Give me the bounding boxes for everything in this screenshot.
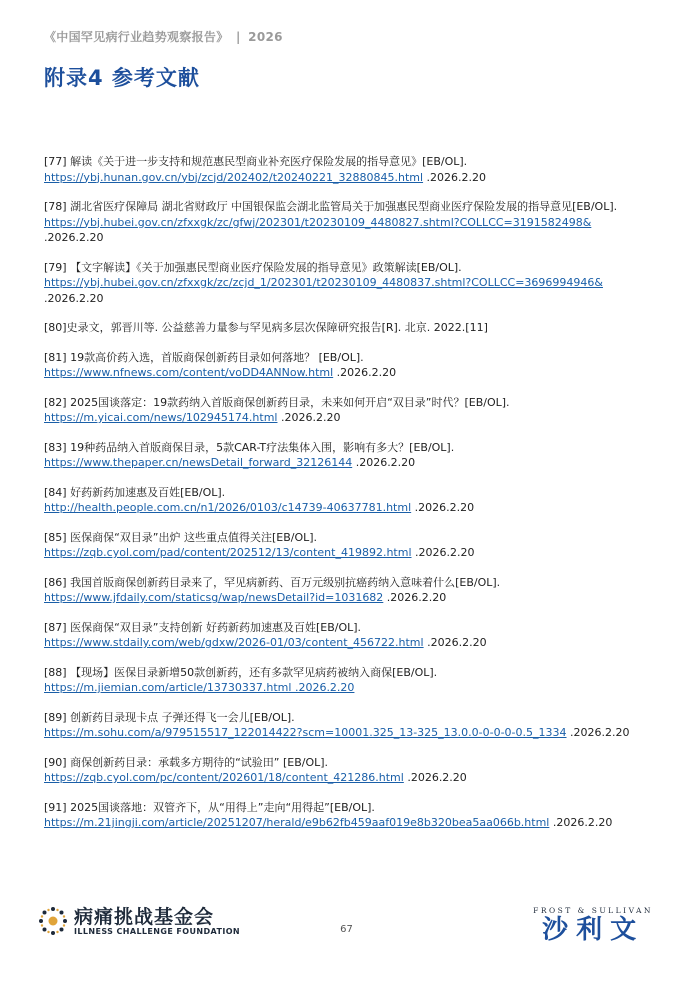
reference-link[interactable]: https://m.21jingji.com/article/20251207/herald/e9b62fb459aaf019e8b320bea5aa066b.html	[44, 816, 550, 829]
reference-item	[44, 575, 644, 606]
access-date: .2026.2.20	[549, 816, 613, 829]
reference-text: [81] 19款高价药入选，首版商保创新药目录如何落地？ [EB/OL].	[44, 350, 364, 364]
reference-link[interactable]: https://m.yicai.com/news/102945174.html	[44, 411, 278, 424]
partner-name-en: FROST & SULLIVAN	[533, 906, 653, 915]
reference-text: [89] 创新药目录现卡点 子弹还得飞一会儿[EB/OL].	[44, 710, 295, 724]
reference-item	[44, 350, 644, 381]
reference-link[interactable]: https://m.sohu.com/a/979515517_122014422?scm=10001.325_13-325_13.0.0-0-0-0-0.5_1334	[44, 726, 567, 739]
reference-link[interactable]: http://health.people.com.cn/n1/2026/0103/c14739-40637781.html	[44, 501, 412, 514]
reference-link[interactable]: https://www.jfdaily.com/staticsg/wap/newsDetail?id=1031682	[44, 591, 384, 604]
reference-text: [90] 商保创新药目录：承载多方期待的“试验田” [EB/OL].	[44, 755, 329, 769]
access-date: .2026.2.20	[44, 291, 104, 305]
reference-text: [87] 医保商保“双目录”支持创新 好药新药加速惠及百姓[EB/OL].	[44, 620, 362, 634]
access-date: .2026.2.20	[277, 411, 341, 424]
reference-text: [88] 【现场】医保目录新增50款创新药，还有多款罕见病药被纳入商保[EB/OL].	[44, 665, 438, 679]
reference-item	[44, 320, 644, 336]
reference-link[interactable]: https://zqb.cyol.com/pad/content/202512/13/content_419892.html	[44, 546, 412, 559]
reference-text: [84] 好药新药加速惠及百姓[EB/OL].	[44, 485, 226, 499]
reference-item	[44, 710, 644, 741]
page-number: 67	[340, 924, 353, 935]
access-date: .2026.2.20	[411, 501, 475, 514]
access-date: .2026.2.20	[333, 366, 397, 379]
reference-link[interactable]: https://ybj.hubei.gov.cn/zfxxgk/zc/zcjd_1/202301/t20230109_4480837.shtml?COLLCC=3696994946&	[44, 276, 603, 289]
reference-text: [77] 解读《关于进一步支持和规范惠民型商业补充医疗保险发展的指导意见》[EB/OL].	[44, 155, 468, 168]
reference-text: [78] 湖北省医疗保障局 湖北省财政厅 中国银保监会湖北监管局关于加强惠民型商业医疗保险发展的指导意见[EB/OL].	[44, 200, 618, 213]
reference-item	[44, 665, 644, 696]
access-date: .2026.2.20	[411, 546, 475, 559]
reference-link[interactable]: https://ybj.hunan.gov.cn/ybj/zcjd/202402/t20240221_32880845.html	[44, 170, 424, 184]
running-header	[44, 28, 283, 45]
partner-name-cn: 沙利文	[542, 915, 645, 945]
reference-link[interactable]: https://zqb.cyol.com/pc/content/202601/18/content_421286.html	[44, 771, 404, 784]
reference-item	[44, 154, 644, 185]
reference-link[interactable]: https://www.thepaper.cn/newsDetail_forward_32126144	[44, 456, 353, 469]
reference-link[interactable]: https://ybj.hubei.gov.cn/zfxxgk/zc/gfwj/202301/t20230109_4480827.shtml?COLLCC=3191582498&	[44, 215, 592, 229]
access-date: .2026.2.20	[44, 231, 104, 244]
report-year: 2026	[248, 30, 283, 44]
report-title: 《中国罕见病行业趋势观察报告》	[44, 30, 229, 44]
access-date: .2026.2.20	[352, 456, 416, 469]
reference-item	[44, 800, 644, 831]
reference-text: [80]史录文，郭晋川等. 公益慈善力量参与罕见病多层次保障研究报告[R]. 北京. 2022.[11]	[44, 321, 488, 334]
reference-link[interactable]: https://www.nfnews.com/content/voDD4ANNow.html	[44, 366, 334, 379]
reference-text: [91] 2025国谈落地：双管齐下，从“用得上”走向“用得起”[EB/OL].	[44, 800, 375, 814]
header-separator: |	[236, 30, 241, 44]
reference-item	[44, 530, 644, 561]
reference-text: [86] 我国首版商保创新药目录来了，罕见病新药、百万元级别抗癌药纳入意味着什么[EB/OL].	[44, 575, 501, 589]
access-date: .2026.2.20	[566, 726, 630, 739]
reference-item	[44, 755, 644, 786]
reference-item	[44, 199, 644, 246]
reference-item	[44, 440, 644, 471]
access-date: .2026.2.20	[423, 170, 487, 184]
access-date: .2026.2.20	[423, 636, 487, 649]
foundation-name-cn: 病痛挑战基金会	[74, 905, 215, 928]
reference-text: [83] 19种药品纳入首版商保目录，5款CAR-T疗法集体入围，影响有多大？[EB/OL].	[44, 440, 455, 454]
partner-logo	[533, 906, 653, 945]
reference-item	[44, 260, 644, 307]
reference-item	[44, 620, 644, 651]
foundation-name-en: ILLNESS CHALLENGE FOUNDATION	[74, 926, 241, 936]
access-date: .2026.2.20	[403, 771, 467, 784]
reference-link[interactable]: https://m.jiemian.com/article/13730337.html .2026.2.20	[44, 681, 355, 694]
reference-list	[44, 154, 644, 845]
reference-text: [79] 【文字解读】《关于加强惠民型商业医疗保险发展的指导意见》政策解读[EB/OL].	[44, 260, 462, 274]
section-title: 附录4 参考文献	[44, 66, 200, 90]
access-date: .2026.2.20	[383, 591, 447, 604]
reference-link[interactable]: https://www.stdaily.com/web/gdxw/2026-01/03/content_456722.html	[44, 636, 424, 649]
reference-item	[44, 395, 644, 426]
reference-text: [85] 医保商保“双目录”出炉 这些重点值得关注[EB/OL].	[44, 530, 318, 544]
reference-text: [82] 2025国谈落定：19款药纳入首版商保创新药目录，未来如何开启“双目录”时代？[EB/OL].	[44, 395, 510, 409]
reference-item	[44, 485, 644, 516]
